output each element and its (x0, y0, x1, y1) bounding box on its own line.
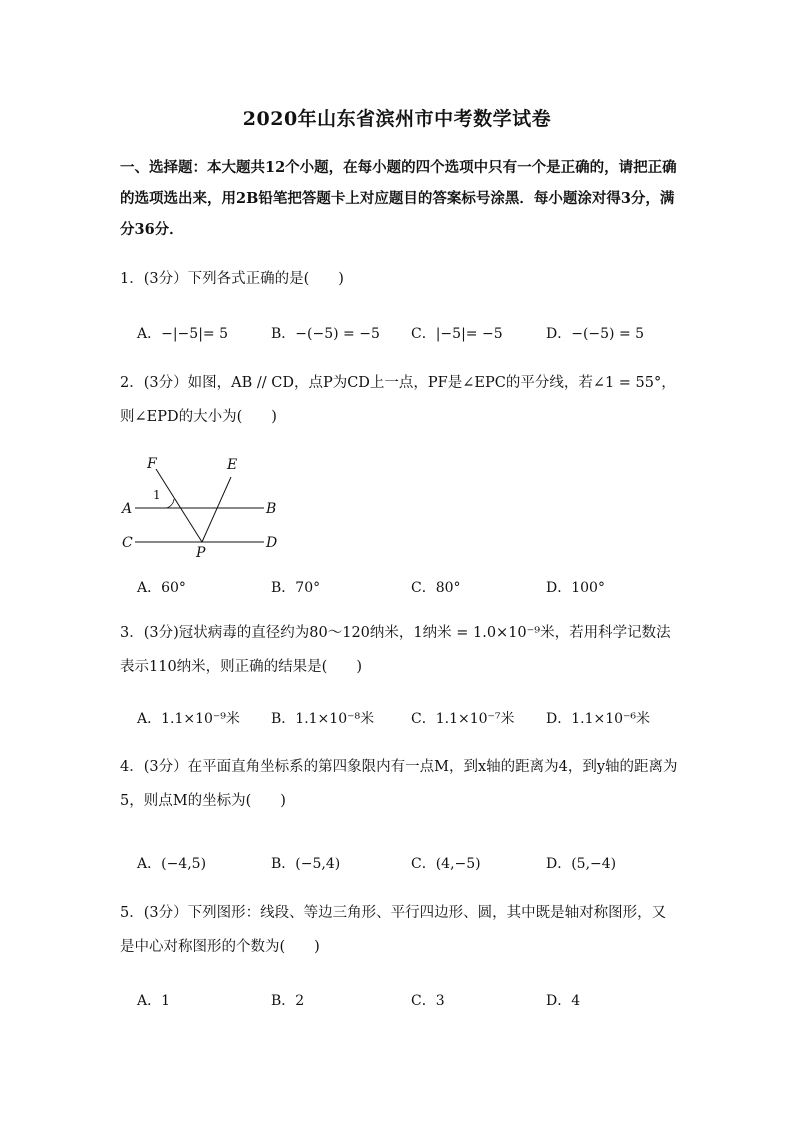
question-5-option-c[interactable]: C．3 (411, 993, 445, 1009)
question-4-option-b[interactable]: B．(−5,4) (271, 856, 341, 872)
exam-title: 2020年山东省滨州市中考数学试卷 (242, 108, 552, 130)
section-heading: 一、选择题：本大题共12个小题，在每小题的四个选项中只有一个是正确的，请把正确的选项选出来，用2B铅笔把答题卡上对应题目的答案标号涂黑．每小题涂对得3分，满分36分． (120, 159, 677, 238)
question-5-option-b[interactable]: B．2 (271, 993, 305, 1009)
parallel-lines-figure (118, 452, 288, 562)
question-3-option-c[interactable]: C．1.1×10⁻⁷米 (411, 711, 515, 727)
question-5-option-a[interactable]: A．1 (137, 993, 171, 1009)
question-2-option-a[interactable]: A．60° (137, 580, 186, 596)
question-3-option-a[interactable]: A．1.1×10⁻⁹米 (137, 711, 240, 727)
question-1-options (137, 323, 697, 347)
question-2-option-c[interactable]: C．80° (411, 580, 461, 596)
question-4-options (137, 853, 697, 877)
question-2-stem: 2．(3分）如图，AB // CD，点P为CD上一点，PF是∠EPC的平分线，若∠1 = 55°，则∠EPD的大小为( ) (120, 375, 676, 425)
label-f: F (147, 456, 157, 472)
angle-1-arc (166, 499, 174, 508)
label-p: P (196, 545, 206, 561)
question-4-option-a[interactable]: A．(−4,5) (137, 856, 207, 872)
question-3-option-d[interactable]: D．1.1×10⁻⁶米 (546, 711, 651, 727)
question-2-options (137, 577, 697, 601)
question-4-stem: 4．(3分）在平面直角坐标系的第四象限内有一点M，到x轴的距离为4，到y轴的距离为5，则点M的坐标为( ) (120, 759, 678, 809)
label-b: B (266, 501, 277, 517)
question-1-option-a[interactable]: A．−|−5|= 5 (137, 326, 228, 342)
question-5-option-d[interactable]: D．4 (546, 993, 581, 1009)
question-3-options (137, 708, 697, 732)
ray-pe (202, 477, 231, 542)
question-1-option-d[interactable]: D．−(−5) = 5 (546, 326, 645, 342)
question-1-option-b[interactable]: B．−(−5) = −5 (271, 326, 380, 342)
label-a: A (122, 501, 133, 517)
label-e: E (227, 457, 238, 473)
question-5-options (137, 990, 697, 1014)
question-3-stem: 3．(3分)冠状病毒的直径约为80～120纳米，1纳米 = 1.0×10⁻⁹米，若用科学记数法表示110纳米，则正确的结果是( ) (120, 625, 671, 675)
question-4-option-c[interactable]: C．(4,−5) (411, 856, 481, 872)
question-2-option-b[interactable]: B．70° (271, 580, 321, 596)
question-3-option-b[interactable]: B．1.1×10⁻⁸米 (271, 711, 375, 727)
label-c: C (122, 535, 133, 551)
question-1-option-c[interactable]: C．|−5|= −5 (411, 326, 503, 342)
question-4-option-d[interactable]: D．(5,−4) (546, 856, 617, 872)
ray-pf (156, 469, 202, 542)
question-2-option-d[interactable]: D．100° (546, 580, 605, 596)
label-d: D (266, 535, 278, 551)
question-5-stem: 5．(3分）下列图形：线段、等边三角形、平行四边形、圆，其中既是轴对称图形，又是中心对称图形的个数为( ) (120, 905, 667, 955)
question-1-stem: 1．(3分）下列各式正确的是( ) (120, 271, 344, 287)
label-angle-1: 1 (153, 488, 161, 502)
